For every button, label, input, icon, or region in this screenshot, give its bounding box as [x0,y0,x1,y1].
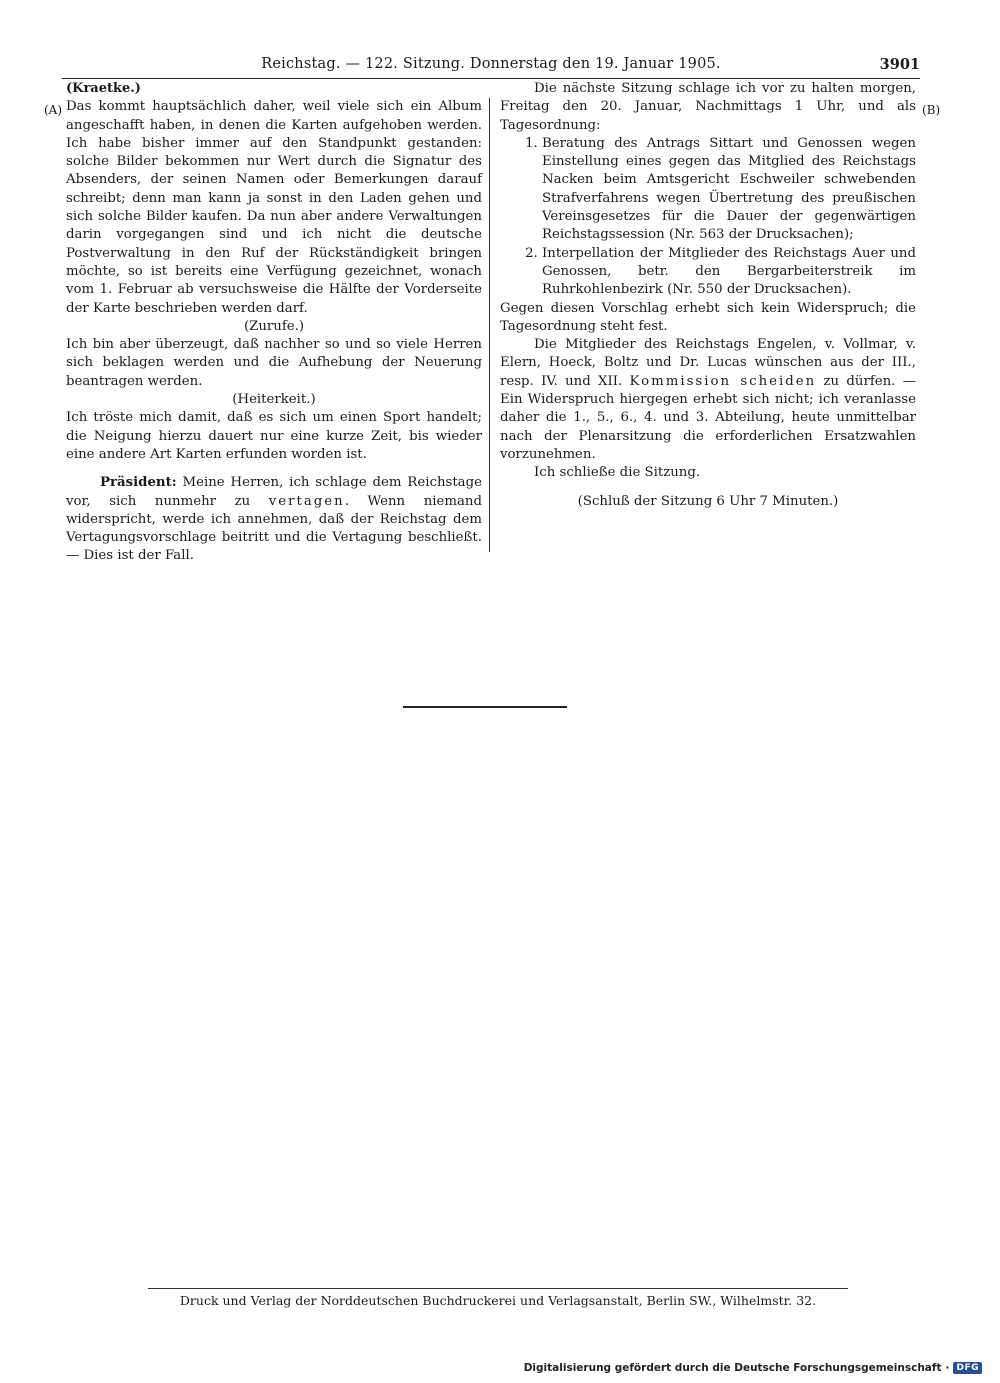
president-text-b: . Wenn niemand widerspricht, werde ich annehmen, daß der Reichstag dem Vertagungsvorschlage beitritt und die Vertagung beschließt. — Dies ist der Fall. [66,493,482,564]
footer-rule [148,1288,848,1289]
dfg-logo-icon: DFG [953,1362,982,1374]
agenda-item: 2. Interpellation der Mitglieder des Reichstags Auer und Genossen, betr. den Bergarbeiterstreik im Ruhrkohlenbezirk (Nr. 550 der Drucksachen). [542,245,916,300]
president-spaced: vertagen [268,493,345,509]
end-rule [403,706,567,708]
margin-mark-b: (B) [922,103,941,117]
paragraph-no-objection: Gegen diesen Vorschlag erhebt sich kein Widerspruch; die Tagesordnung steht fest. [500,300,916,334]
margin-mark-a: (A) [44,103,63,117]
dfg-separator: · [945,1362,950,1374]
president-label: Präsident: [100,475,177,491]
dfg-note: Digitalisierung gefördert durch die Deutsche Forschungsgemeinschaft [523,1362,942,1374]
paragraph-president [66,474,482,565]
speaker-name: (Kraetke.) [66,81,141,96]
dfg-credit [524,1362,982,1374]
right-column [500,80,916,511]
paragraph-beklagen: Ich bin aber überzeugt, daß nachher so und so viele Herren sich beklagen werden und die Aufhebung der Neuerung beantragen werden. [66,337,482,389]
closing-note: (Schluß der Sitzung 6 Uhr 7 Minuten.) [577,493,839,509]
members-text-a: Die Mitglieder des Reichstags Engelen, v. Vollmar, v. Elern, Hoeck, Boltz und Dr. Lucas wünschen aus der III., resp. IV. und XII. [500,337,916,389]
imprint: Druck und Verlag der Norddeutschen Buchdruckerei und Verlagsanstalt, Berlin SW., Wilhelmstr. 32. [179,1293,817,1308]
column-divider [489,98,490,552]
members-text-b: zu dürfen. — Ein Widerspruch hiergegen erhebt sich nicht; ich veranlasse daher die 1., 5., 6., 4. und 3. Abteilung, heute unmittelbar nach der Plenarsitzung die erforderlichen Ersatzwahlen vorzunehmen. [500,373,916,462]
paragraph-sport: Ich tröste mich damit, daß es sich um einen Sport handelt; die Neigung hierzu dauert nur eine kurze Zeit, bis wieder eine andere Art Karten erfunden worden ist. [66,410,482,462]
running-title: Reichstag. — 122. Sitzung. Donnerstag den 19. Januar 1905. [261,56,721,72]
page-header [62,56,920,79]
interjection-zurufe: (Zurufe.) [243,318,305,334]
paragraph-members [500,336,916,464]
agenda-item: 1. Beratung des Antrags Sittart und Genossen wegen Einstellung eines gegen das Mitglied des Reichstags Nacken beim Amtsgericht Eschweiler schwebenden Strafverfahrens wegen Übertretung des preußischen Vereinsgesetzes für die Dauer der gegenwärtigen Reichstagssession (Nr. 563 der Drucksachen); [542,135,916,245]
interjection-heiterkeit: (Heiterkeit.) [232,392,316,408]
left-column [66,80,482,566]
president-text-a: Meine Herren, ich schlage dem Reichstage vor, sich nunmehr zu [66,475,482,509]
paragraph-next-session: Die nächste Sitzung schlage ich vor zu halten morgen, Freitag den 20. Januar, Nachmittags 1 Uhr, und als Tagesordnung: [500,81,916,133]
paragraph-close: Ich schließe die Sitzung. [534,465,701,481]
members-spaced: Kommission scheiden [629,373,817,389]
paragraph-album: Das kommt hauptsächlich daher, weil viele sich ein Album angeschafft haben, in denen die Karten aufgehoben werden. Ich habe bisher immer auf den Standpunkt gestanden: solche Bilder bekommen nur Wert durch die Signatur des Absenders, der seinen Namen oder Bemerkungen darauf schreibt; denn man kann ja sonst in den Laden gehen und sich solche Bilder kaufen. Da nun aber andere Verwaltungen darin vorgegangen sind und ich nicht die deutsche Postverwaltung in den Ruf der Rückständigkeit bringen möchte, so ist bereits eine Verfügung gezeichnet, wonach vom 1. Februar ab versuchsweise die Hälfte der Vorderseite der Karte beschrieben werden darf. [66,99,482,316]
page-number: 3901 [879,56,920,73]
agenda-list [500,135,916,300]
